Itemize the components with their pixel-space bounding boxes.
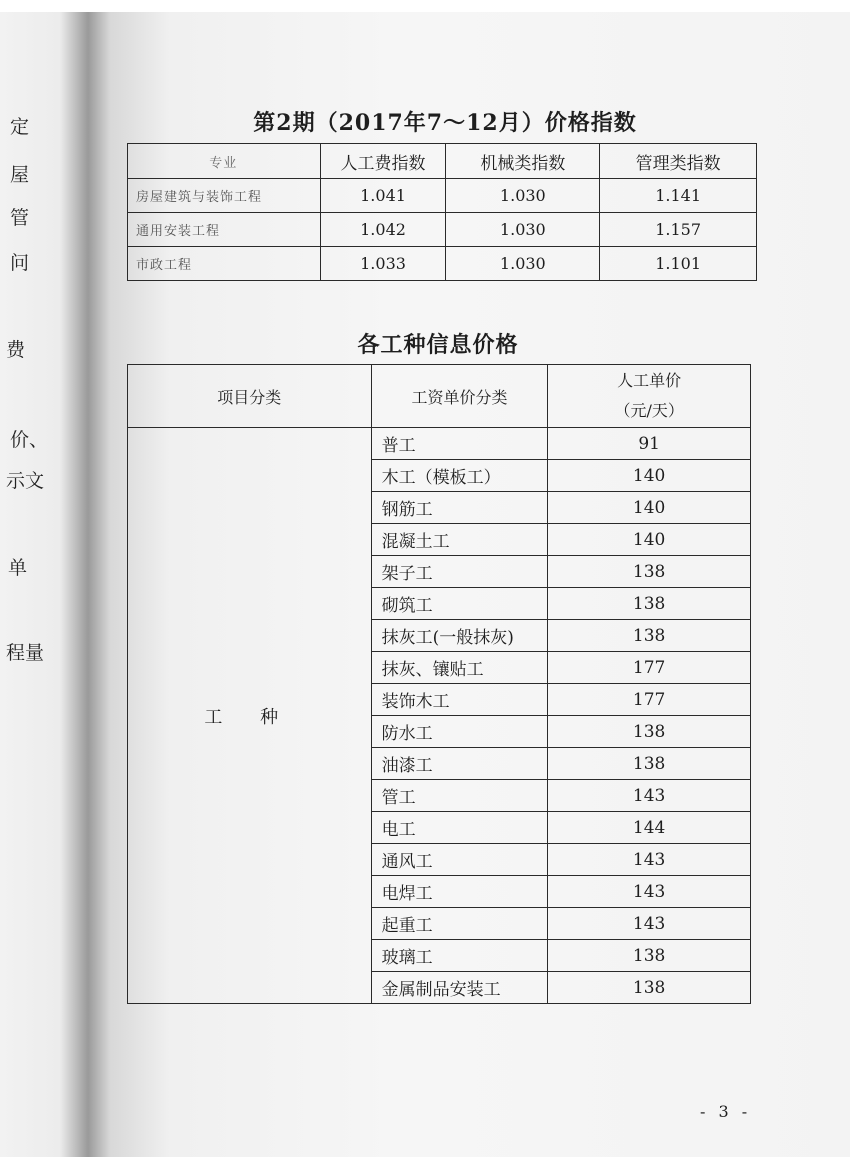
header-specialty: 专业 <box>128 144 321 179</box>
trade-price: 138 <box>548 716 751 748</box>
table-row <box>128 213 757 247</box>
management-index-value: 1.101 <box>600 247 757 281</box>
trade-name: 装饰木工 <box>371 684 548 716</box>
trade-name: 油漆工 <box>371 748 548 780</box>
page-number: - 3 - <box>700 1102 752 1121</box>
margin-char: 屋 <box>10 164 30 186</box>
labor-index-value: 1.041 <box>320 179 446 213</box>
trade-name: 钢筋工 <box>371 492 548 524</box>
header-machine-index: 机械类指数 <box>446 144 600 179</box>
trade-price: 143 <box>548 780 751 812</box>
margin-char: 程量 <box>6 642 45 664</box>
trade-price: 91 <box>548 428 751 460</box>
trade-price: 138 <box>548 556 751 588</box>
trade-name: 电焊工 <box>371 876 548 908</box>
trade-price: 140 <box>548 524 751 556</box>
header-unit-price <box>548 365 751 428</box>
margin-char: 示文 <box>6 470 45 492</box>
trade-name: 抹灰工(一般抹灰) <box>371 620 548 652</box>
table-row <box>128 247 757 281</box>
trade-price: 143 <box>548 908 751 940</box>
trade-name: 砌筑工 <box>371 588 548 620</box>
trade-name: 普工 <box>371 428 548 460</box>
specialty-name: 市政工程 <box>128 247 321 281</box>
trade-name: 木工（模板工） <box>371 460 548 492</box>
management-index-value: 1.157 <box>600 213 757 247</box>
specialty-name: 通用安装工程 <box>128 213 321 247</box>
trade-price: 138 <box>548 620 751 652</box>
trade-name: 电工 <box>371 812 548 844</box>
header-unit-price-label: 人工单价 <box>617 371 682 390</box>
trade-price: 177 <box>548 652 751 684</box>
trade-price: 143 <box>548 876 751 908</box>
trade-name: 抹灰、镶贴工 <box>371 652 548 684</box>
header-labor-index: 人工费指数 <box>320 144 446 179</box>
labor-index-value: 1.033 <box>320 247 446 281</box>
trade-price: 144 <box>548 812 751 844</box>
table-row <box>128 179 757 213</box>
trade-price: 140 <box>548 492 751 524</box>
trade-name: 管工 <box>371 780 548 812</box>
margin-char: 定 <box>10 116 30 138</box>
specialty-name: 房屋建筑与装饰工程 <box>128 179 321 213</box>
trade-name: 金属制品安装工 <box>371 972 548 1004</box>
trade-name: 防水工 <box>371 716 548 748</box>
trade-name: 玻璃工 <box>371 940 548 972</box>
labor-index-value: 1.042 <box>320 213 446 247</box>
header-management-index: 管理类指数 <box>600 144 757 179</box>
trade-name: 架子工 <box>371 556 548 588</box>
header-unit-price-unit: （元/天） <box>614 401 684 420</box>
trade-price: 177 <box>548 684 751 716</box>
price-table-header-row <box>128 365 751 428</box>
margin-char: 管 <box>10 207 30 229</box>
trade-name: 通风工 <box>371 844 548 876</box>
trade-price: 138 <box>548 940 751 972</box>
trade-price: 140 <box>548 460 751 492</box>
management-index-value: 1.141 <box>600 179 757 213</box>
machine-index-value: 1.030 <box>446 247 600 281</box>
margin-char: 费 <box>6 339 26 361</box>
table-row <box>128 428 751 460</box>
machine-index-value: 1.030 <box>446 179 600 213</box>
trade-price: 138 <box>548 972 751 1004</box>
header-category: 项目分类 <box>128 365 372 428</box>
price-index-table <box>127 143 757 281</box>
margin-char: 问 <box>10 252 30 274</box>
trade-name: 混凝土工 <box>371 524 548 556</box>
margin-char: 价、 <box>10 429 49 451</box>
header-wage-class: 工资单价分类 <box>371 365 548 428</box>
index-table-title: 第2期（2017年7～12月）价格指数 <box>253 110 637 136</box>
machine-index-value: 1.030 <box>446 213 600 247</box>
trade-price: 138 <box>548 748 751 780</box>
trade-name: 起重工 <box>371 908 548 940</box>
price-table-title: 各工种信息价格 <box>357 332 519 358</box>
index-table-header-row <box>128 144 757 179</box>
trade-price: 143 <box>548 844 751 876</box>
trade-price: 138 <box>548 588 751 620</box>
margin-char: 单 <box>8 557 28 579</box>
labor-price-table <box>127 364 751 1004</box>
category-label: 工 种 <box>128 428 372 1004</box>
